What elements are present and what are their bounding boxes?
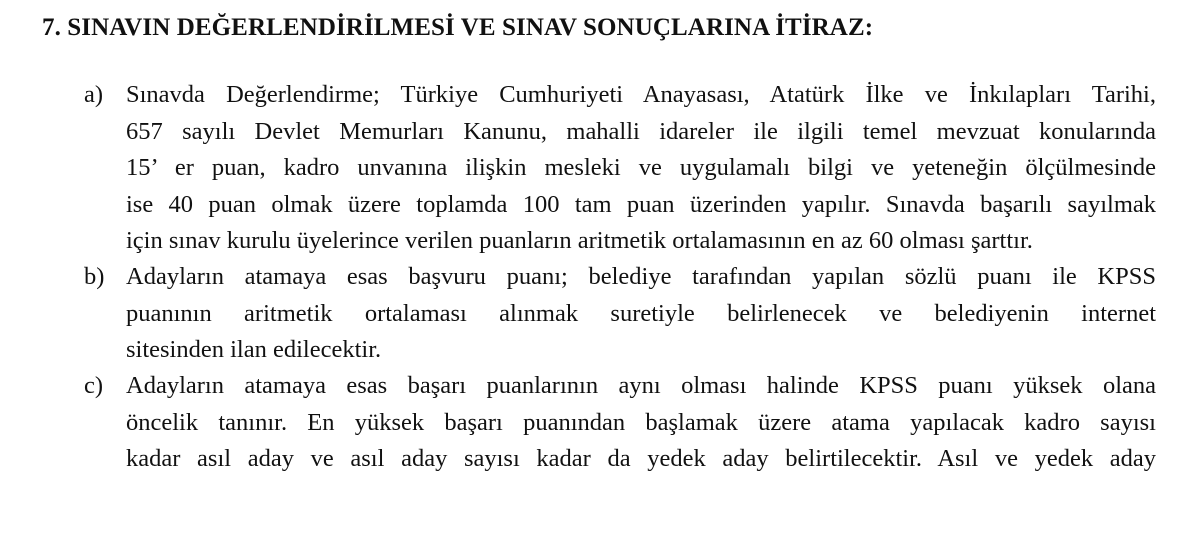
paragraph-line: Adayların atamaya esas başvuru puanı; belediye tarafından yapılan sözlü puanı ile KPSS <box>126 263 1156 290</box>
list-marker: a) <box>84 81 104 108</box>
paragraph-application-score <box>126 259 1156 369</box>
list-item-b <box>84 259 1156 369</box>
paragraph-line: ise 40 puan olmak üzere toplamda 100 tam puan üzerinden yapılır. Sınavda başarılı sayılmak <box>126 190 1156 218</box>
list-marker: c) <box>84 372 104 399</box>
paragraph-line: 657 sayılı Devlet Memurları Kanunu, mahalli idareler ile ilgili temel mevzuat konularında <box>126 117 1156 145</box>
paragraph-line: Sınavda Değerlendirme; Türkiye Cumhuriyeti Anayasası, Atatürk İlke ve İnkılapları Tarihi, <box>126 81 1156 108</box>
paragraph-line: öncelik tanınır. En yüksek başarı puanından başlamak üzere atama yapılacak kadro sayısı <box>126 408 1156 436</box>
paragraph-line: 15’ er puan, kadro unvanına ilişkin mesleki ve uygulamalı bilgi ve yeteneğin ölçülmesinde <box>126 154 1156 181</box>
paragraph-line: puanının aritmetik ortalaması alınmak suretiyle belirlenecek ve belediyenin internet <box>126 299 1156 327</box>
list-item-a <box>84 77 1156 260</box>
section-title: 7. SINAVIN DEĞERLENDİRİLMESİ VE SINAV SONUÇLARINA İTİRAZ: <box>42 14 874 41</box>
paragraph-line: Adayların atamaya esas başarı puanlarının aynı olması halinde KPSS puanı yüksek olana <box>126 372 1156 399</box>
paragraph-line: sitesinden ilan edilecektir. <box>126 336 382 363</box>
paragraph-evaluation <box>126 77 1156 260</box>
paragraph-tie-break <box>126 368 1156 478</box>
list-marker: b) <box>84 263 105 290</box>
list-item-c <box>84 368 1156 478</box>
paragraph-line: için sınav kurulu üyelerince verilen puanların aritmetik ortalamasının en az 60 olması şarttır. <box>126 227 1033 254</box>
paragraph-line: kadar asıl aday ve asıl aday sayısı kadar da yedek aday belirtilecektir. Asıl ve yedek aday <box>126 445 1156 472</box>
